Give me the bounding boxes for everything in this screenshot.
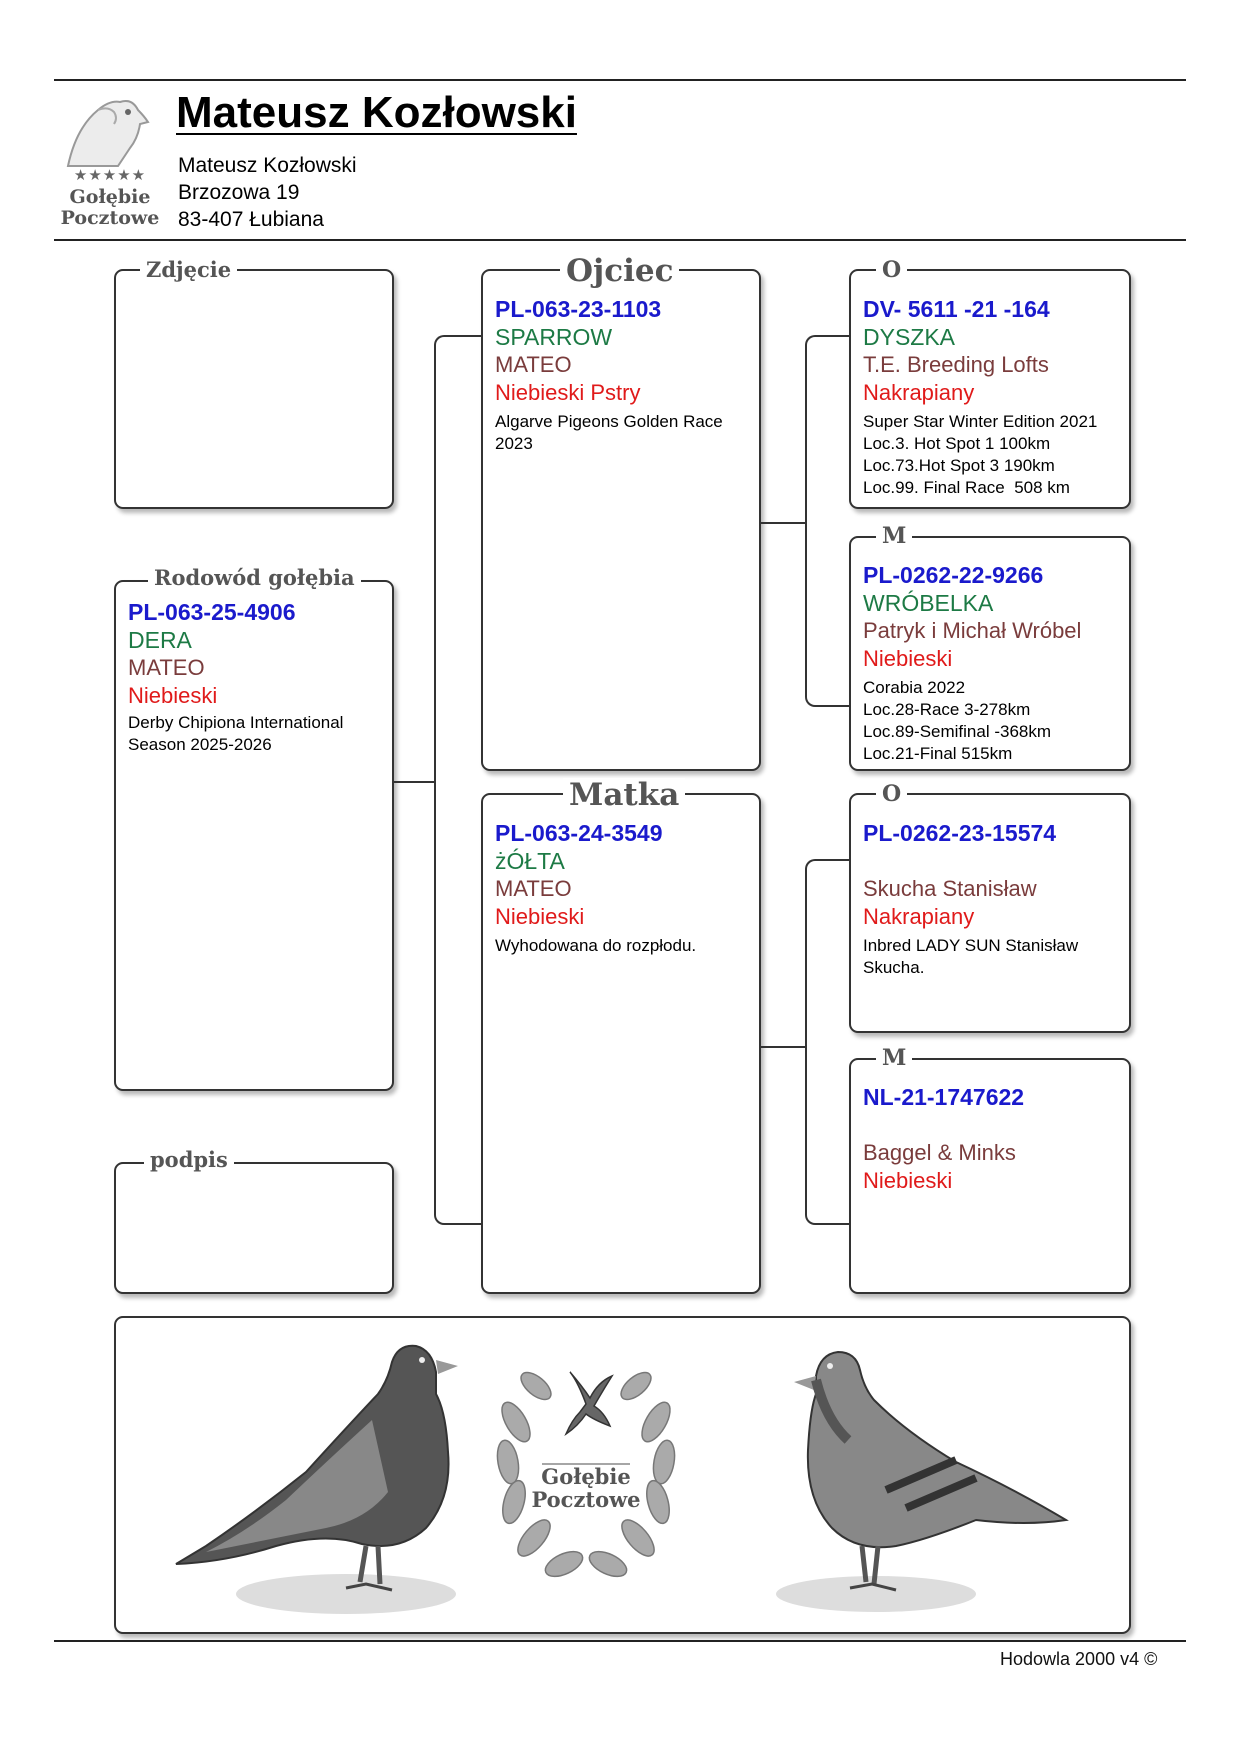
- mf-name: [863, 848, 1129, 875]
- page-title: Mateusz Kozłowski: [176, 88, 577, 137]
- banner-box: [114, 1316, 1131, 1634]
- connector-father-to-grandparents: [761, 335, 850, 707]
- connector-subject-to-parents: [394, 335, 482, 1225]
- footer-text: Hodowla 2000 v4 ©: [1000, 1649, 1158, 1669]
- fm-info: [863, 561, 1129, 765]
- mother-info: [495, 819, 757, 957]
- mm-colour: Niebieski: [863, 1168, 953, 1193]
- granddam-maternal-label: M: [876, 1046, 912, 1070]
- pigeon-left-icon: [166, 1332, 486, 1622]
- address-line-1: Mateusz Kozłowski: [178, 154, 357, 177]
- subject-breeder: MATEO: [128, 655, 205, 680]
- mother-breeder: MATEO: [495, 876, 572, 901]
- header-rule: [54, 239, 1186, 241]
- subject-name: DERA: [128, 627, 192, 653]
- subject-notes: Derby Chipiona International Season 2025-2026: [128, 713, 344, 754]
- father-info: [495, 295, 757, 455]
- fm-ring: PL-0262-22-9266: [863, 562, 1044, 588]
- mm-name: [863, 1112, 1129, 1139]
- emblem-text-1: Gołębie: [541, 1464, 631, 1489]
- stars-icon: ★★★★★: [73, 166, 147, 184]
- pigeon-right-icon: [756, 1340, 1086, 1620]
- emblem-text-2: Pocztowe: [531, 1487, 641, 1512]
- ff-colour: Nakrapiany: [863, 380, 975, 405]
- photo-box: [114, 269, 394, 509]
- grandsire-paternal-label: O: [876, 258, 907, 282]
- father-breeder: MATEO: [495, 352, 572, 377]
- fm-notes: Corabia 2022 Loc.28-Race 3-278km Loc.89-Semifinal -368km Loc.21-Final 515km: [863, 678, 1052, 763]
- ff-breeder: T.E. Breeding Lofts: [863, 352, 1049, 377]
- mf-colour: Nakrapiany: [863, 904, 975, 929]
- ff-notes: Super Star Winter Edition 2021 Loc.3. Hot Spot 1 100km Loc.73.Hot Spot 3 190km Loc.99. Final Race 508 km: [863, 412, 1098, 497]
- fm-name: WRÓBELKA: [863, 590, 994, 616]
- address-line-2: Brzozowa 19: [178, 181, 300, 204]
- mother-colour: Niebieski: [495, 904, 585, 929]
- mother-label: Matka: [563, 778, 685, 812]
- ff-name: DYSZKA: [863, 324, 956, 350]
- mf-notes: Inbred LADY SUN Stanisław Skucha.: [863, 936, 1079, 977]
- mf-ring: PL-0262-23-15574: [863, 820, 1057, 846]
- ff-info: [863, 295, 1129, 499]
- mm-breeder: Baggel & Minks: [863, 1140, 1016, 1165]
- mother-ring: PL-063-24-3549: [495, 820, 663, 846]
- mf-breeder: Skucha Stanisław: [863, 876, 1037, 901]
- photo-label: Zdjęcie: [140, 258, 237, 282]
- connector-mother-to-grandparents: [761, 859, 850, 1225]
- subject-colour: Niebieski: [128, 683, 218, 708]
- mf-info: [863, 819, 1129, 979]
- father-colour: Niebieski Pstry: [495, 380, 641, 405]
- mother-notes: Wyhodowana do rozpłodu.: [495, 936, 697, 955]
- fm-colour: Niebieski: [863, 646, 953, 671]
- grandsire-maternal-label: O: [876, 782, 907, 806]
- mm-info: [863, 1083, 1129, 1199]
- ff-ring: DV- 5611 -21 -164: [863, 296, 1050, 322]
- logo-text-2: Pocztowe: [60, 207, 160, 229]
- subject-ring: PL-063-25-4906: [128, 599, 296, 625]
- father-ring: PL-063-23-1103: [495, 296, 662, 322]
- logo-text-1: Gołębie: [69, 186, 151, 208]
- footer-rule: [54, 1640, 1186, 1642]
- signature-box: [114, 1162, 394, 1294]
- father-label: Ojciec: [560, 254, 679, 288]
- pedigree-label: Rodowód gołębia: [148, 566, 361, 590]
- mm-ring: NL-21-1747622: [863, 1084, 1025, 1110]
- father-notes: Algarve Pigeons Golden Race 2023: [495, 412, 723, 453]
- top-rule: [54, 79, 1186, 81]
- granddam-paternal-label: M: [876, 524, 912, 548]
- signature-label: podpis: [144, 1148, 234, 1172]
- mother-name: żÓŁTA: [495, 848, 565, 874]
- address-line-3: 83-407 Łubiana: [178, 208, 324, 231]
- fm-breeder: Patryk i Michał Wróbel: [863, 618, 1082, 643]
- subject-info: [128, 598, 388, 756]
- father-name: SPARROW: [495, 324, 613, 350]
